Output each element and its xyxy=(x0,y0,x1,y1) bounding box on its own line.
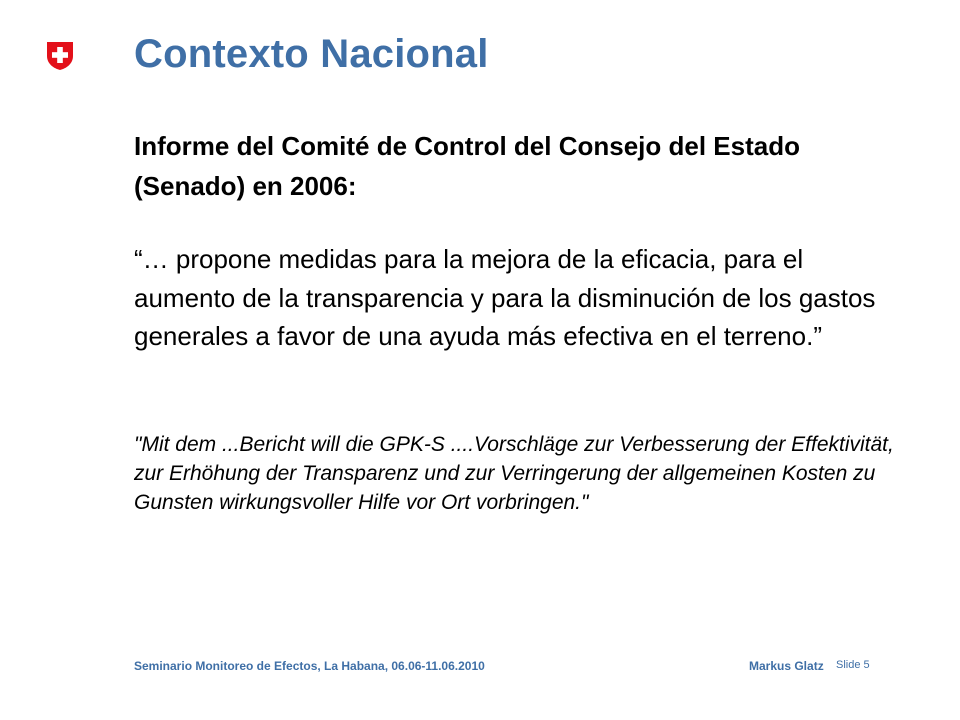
report-heading: Informe del Comité de Control del Consejo del Estado (Senado) en 2006: xyxy=(134,131,800,201)
slide-number: Slide 5 xyxy=(836,659,870,671)
page-title: Contexto Nacional xyxy=(134,32,489,76)
swiss-cross-shield-icon xyxy=(46,41,74,71)
footer-event: Seminario Monitoreo de Efectos, La Habana, 06.06-11.06.2010 xyxy=(134,659,485,673)
footer-author: Markus Glatz xyxy=(749,659,824,673)
quote-german: "Mit dem ...Bericht will die GPK-S ....Vorschläge zur Verbesserung der Effektivität, zur Erhöhung der Transparenz und zur Verringerung der allgemeinen Kosten zu Gunsten wirkungsvoller Hilfe vor Ort vorbringen." xyxy=(134,433,894,514)
quote-spanish: “… propone medidas para la mejora de la eficacia, para el aumento de la transparencia y para la disminución de los gastos generales a favor de una ayuda más efectiva en el terreno.” xyxy=(134,244,876,351)
